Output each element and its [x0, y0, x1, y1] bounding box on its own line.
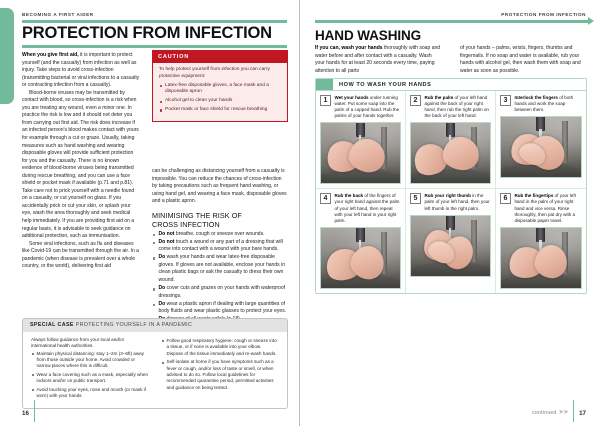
step-text	[500, 95, 582, 113]
list-item-rest: wear a plastic apron if dealing with large quantities of body fluids and wear plastic glasses to protect your eyes.	[158, 300, 287, 315]
caution-intro: To help protect yourself from infection you can carry protective equipment:	[159, 67, 270, 79]
list-item-lead: Do not	[158, 238, 175, 245]
how-to-header	[316, 79, 586, 91]
step-card	[406, 91, 496, 188]
page-title: PROTECTION FROM INFECTION	[22, 24, 272, 42]
list-item-rest: wash your hands and wear latex-free disposable gloves. If gloves are not available, enclose your hands in clean plastic bags or ask the casualty to dress their own wound.	[158, 254, 286, 284]
page-number-right: 17	[579, 410, 586, 417]
body-paragraph-2: Blood-borne viruses may be transmitted by contact with blood, so cross-infection is a risk when you are treating any wound, even a minor one. In practice the risk is low and it should not deter you from carrying out first aid. The risk does increase if an infected person's blood makes contact with yours for example through a cut or graze. Usually, taking measures such as hand washing and wearing disposable gloves will provide sufficient protection for you and the casualty. There is no known evidence of blood-borne viruses being transmitted during rescue breathing, and you can use a face shield or pocket mask if available (p.71 and p.81). Take care not to prick yourself with a needle found on a casualty, or cut yourself on glass. If you accidentally prick or cut your skin, or splash your eye, wash the area thoroughly and seek medical help immediately. If you are providing first aid on a regular basis, it is advisable to seek guidance on additional protection, such as immunisation.	[22, 89, 139, 240]
subhead-line-1: MINIMISING THE RISK OF	[152, 210, 242, 220]
step-rest: of both hands and work the soap between them.	[514, 95, 574, 113]
step-text	[410, 193, 491, 211]
page-number-left: 16	[22, 410, 29, 417]
step-rest: of your left hand in the palm of your right hand and vice versa. Rinse thoroughly, then pat dry with a disposable paper towel.	[514, 193, 576, 223]
intro-paragraph	[22, 52, 140, 90]
intro-paragraph-cont: of your hands – palms, wrists, fingers, thumbs and fingernails. If no soap and water is available, rub your hands with alcohol gel, then wash them with soap and water as soon as possible.	[460, 45, 581, 74]
intro-rest: thoroughly with soap and water before and after contact with a casualty. Wash your hands for at least 20 seconds every time, paying attention to all parts	[315, 45, 441, 74]
list-item	[152, 301, 288, 316]
step-copy	[424, 95, 490, 119]
caution-title: CAUTION	[153, 51, 287, 63]
step-lead: Rub the fingertips	[514, 193, 554, 199]
step-text	[410, 95, 491, 119]
step-photo	[500, 227, 582, 289]
list-item-lead: Do	[158, 285, 166, 292]
step-copy	[514, 193, 581, 223]
folio-rule-right	[573, 400, 574, 422]
step-text	[500, 193, 582, 223]
list-item: Maintain physical distancing: stay 1–2m (3–6ft) away from those outside your home. Avoid crowded or narrow places where this is difficult.	[31, 351, 149, 370]
section-title: HAND WASHING	[315, 28, 422, 43]
step-photo	[410, 122, 491, 184]
list-item-lead: Do	[158, 254, 166, 261]
how-to-wash-hands-panel	[315, 78, 587, 294]
list-item-lead: Do not	[158, 230, 175, 237]
right-intro-column-2	[460, 45, 587, 75]
step-text	[320, 95, 401, 119]
intro-lead: When you give first aid,	[22, 52, 79, 58]
step-copy	[335, 193, 401, 223]
step-number: 6	[500, 193, 511, 204]
step-card	[316, 91, 406, 188]
folio-rule-left	[34, 400, 35, 422]
caution-body	[153, 63, 287, 121]
chevron-right-icon: ➤➤	[558, 409, 568, 416]
step-number: 2	[410, 95, 421, 106]
sink-shape	[320, 169, 401, 184]
step-card	[406, 188, 496, 292]
step-lead: Rub the back	[334, 193, 364, 199]
caution-list	[159, 83, 281, 114]
step-rest: of the fingers of your right hand against the palm of your left hand, then repeat with your left hand in your right palm.	[334, 193, 400, 223]
special-case-list-right	[161, 338, 279, 391]
running-head-right: PROTECTION FROM INFECTION	[501, 12, 586, 17]
left-column-2	[152, 168, 288, 324]
step-lead: Rub your right thumb	[424, 193, 471, 199]
list-item	[152, 239, 288, 254]
how-to-title: HOW TO WASH YOUR HANDS	[339, 81, 432, 88]
steps-grid	[316, 91, 586, 293]
list-item	[152, 285, 288, 300]
caution-list-item: Alcohol gel to clean your hands	[159, 98, 281, 104]
step-text	[320, 193, 401, 223]
step-number: 3	[500, 95, 511, 106]
step-lead: Rub the palm	[424, 95, 454, 100]
intro-paragraph	[315, 45, 442, 75]
green-edge-tab	[0, 8, 14, 104]
step-photo	[320, 122, 401, 184]
step-lead: Wet your hands	[334, 95, 369, 100]
title-rule-bottom	[22, 45, 287, 48]
special-case-box	[22, 318, 288, 409]
step-number: 5	[410, 193, 421, 204]
step-photo	[320, 227, 401, 289]
left-column-1	[22, 52, 140, 271]
special-case-columns	[23, 332, 287, 408]
special-case-title: PROTECTING YOURSELF IN A PANDEMIC	[75, 322, 193, 329]
continued-label	[532, 408, 568, 416]
list-item: Avoid touching your eyes, nose and mouth (or mask if worn) with your hands.	[31, 387, 149, 400]
sink-shape	[500, 274, 582, 289]
running-head-left: BECOMING A FIRST AIDER	[22, 12, 94, 17]
step-rest: of your left hand against the back of your right hand, then rub the right palm on the back of your left hand.	[424, 95, 489, 119]
list-item	[152, 231, 288, 239]
list-item: Follow good respiratory hygiene: cough or sneeze into a tissue, or if none is available into your elbow. Dispose of the tissue immediately and re-wash hands.	[161, 338, 279, 357]
step-number: 1	[320, 95, 331, 106]
header-rule-arrow	[315, 20, 589, 23]
list-item-rest: touch a wound or any part of a dressing that will come into contact with a wound with your bare hands.	[158, 238, 283, 253]
special-case-column-left	[31, 337, 149, 402]
cross-infection-list	[152, 231, 288, 324]
caution-list-item: Pocket mask or face shield for rescue breathing	[159, 107, 281, 113]
caution-box	[152, 50, 288, 122]
list-item: Self-isolate at home if you have symptoms such as a fever or cough, and/or loss of taste or smell, or when advised to do so. Follow local guidelines for recommended quarantine period, permitted activities and guidance on being tested.	[161, 359, 279, 390]
step-card	[496, 188, 586, 292]
step-copy	[424, 193, 490, 211]
special-case-label: SPECIAL CASE	[30, 322, 74, 329]
list-item-rest: cover cuts and grazes on your hands with waterproof dressings.	[158, 285, 286, 299]
body-paragraph-4: can be challenging as distancing yourself from a casualty is impossible. You can reduce the chances of cross-infection by taking precautions such as frequent hand washing, or using hand gel, and wearing a face mask, disposable gloves and a plastic apron.	[152, 168, 287, 205]
subhead-line-2: CROSS INFECTION	[152, 219, 220, 229]
intro-lead: If you can, wash your hands	[315, 45, 383, 51]
step-copy	[335, 95, 401, 119]
step-photo	[410, 215, 491, 277]
step-lead: Interlock the fingers	[514, 95, 558, 100]
list-item: Wear a face covering such as a mask, especially when indoors and/or on public transport.	[31, 372, 149, 385]
intro-rest: it is important to protect yourself (and the casualty) from infection as well as injury. Take steps to avoid cross-infection (transmitting bacterial or viral infections to a casualty or contracting infection from a casualty).	[22, 52, 140, 89]
special-case-column-right	[161, 337, 279, 402]
step-number: 4	[320, 193, 331, 204]
step-rest: under running water. Put some soap into the palm of a cupped hand. Rub the palms of your hands together.	[334, 95, 400, 119]
special-case-list-left	[31, 351, 149, 400]
special-case-intro: Always follow guidance from your local and/or international health authorities.	[31, 336, 125, 348]
continued-text: continued	[532, 410, 557, 416]
right-page	[300, 0, 600, 426]
step-card	[496, 91, 586, 188]
list-item-lead: Do	[158, 300, 166, 307]
list-item	[152, 254, 288, 284]
title-rule-top	[22, 20, 287, 23]
right-intro-column-1	[315, 45, 442, 75]
list-item-rest: breathe, cough or sneeze over wounds.	[174, 230, 265, 237]
body-paragraph-3: Some viral infections, such as flu and diseases like Covid-19 can be transmitted through the air. In a pandemic (when disease is prevalent over a whole country, or the world), delivering first aid	[22, 240, 139, 270]
caution-list-item: Latex-free disposable gloves, a face mask and a disposable apron	[159, 83, 281, 96]
step-copy	[514, 95, 581, 113]
green-swatch	[316, 79, 333, 90]
step-rest: in the palm of your left hand, then your left thumb in the right palm.	[424, 193, 490, 211]
step-card	[316, 188, 406, 292]
step-photo	[500, 116, 582, 178]
special-case-header	[23, 319, 287, 332]
